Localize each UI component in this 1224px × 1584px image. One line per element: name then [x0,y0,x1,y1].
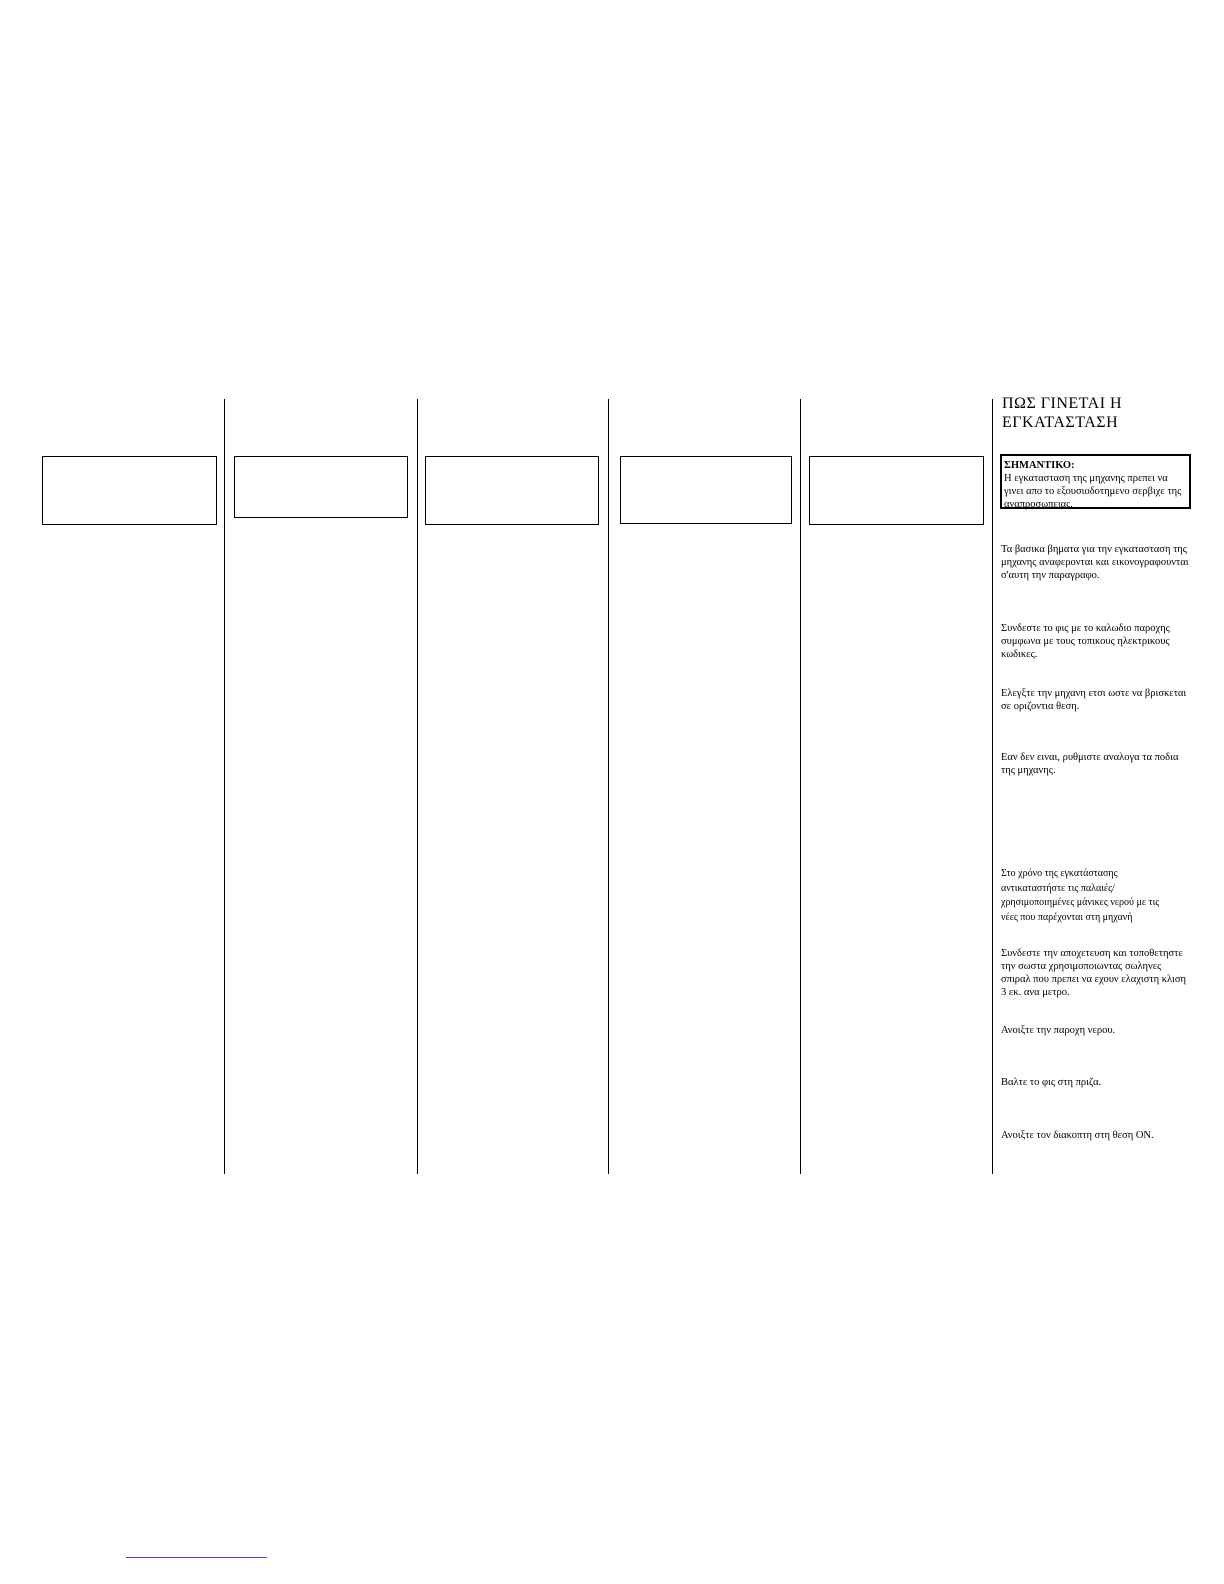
important-notice [1000,454,1191,509]
empty-notice-box [620,456,792,524]
instruction-paragraph: Ανοιξτε τον διακοπτη στη θεση ΟΝ. [1001,1130,1154,1141]
instruction-paragraph: Ελεγξτε την μηχανη ετσι ωστε να βρισκεται σε οριζοντια θεση. [1001,688,1187,712]
column-divider [608,399,609,1174]
column-divider [992,399,993,1174]
instruction-paragraph: Τα βασικα βηματα για την εγκατασταση της μηχανης αναφερονται και εικονογραφουνται σ'αυτη την παραγραφο. [1001,544,1189,581]
section-title: ΠΩΣ ΓΙΝΕΤΑΙ Η ΕΓΚΑΤΑΣΤΑΣΗ [1002,395,1123,431]
empty-notice-box [234,456,408,518]
notice-body: Η εγκατασταση της μηχανης πρεπει να γινει απο το εξουσιοδοτημενο σερβιχε της αναπροσωπειας. [1004,473,1182,510]
empty-notice-box [809,456,984,525]
column-divider [800,399,801,1174]
empty-notice-box [425,456,599,525]
empty-notice-box [42,456,217,525]
instruction-paragraph: Ανοιξτε την παροχη νερου. [1001,1025,1116,1036]
instruction-paragraph: Βαλτε το φις στη πριζα. [1001,1077,1102,1088]
footnote-separator [126,1557,267,1558]
column-divider [417,399,418,1174]
instruction-paragraph: Συνδεστε την αποχετευση και τοποθετηστε την σωστα χρησιμοποιωντας σωληνες σπιραλ που πρεπει να εχουν ελαχιστη κλιση 3 εκ. ανα μετρο. [1001,948,1186,998]
notice-heading: ΣΗΜΑΝΤΙΚΟ: [1004,460,1075,471]
instruction-paragraph: Εαν δεν ειναι, ρυθμιστε αναλογα τα ποδια της μηχανης. [1001,752,1179,776]
instruction-paragraph: Στο χρόνο της εγκατάστασης αντικαταστήστε τις παλαιές/χρησιμοποιημένες μάνικες νερού με τις νέες που παρέχονται στη μηχανή [1001,868,1160,923]
column-divider [224,399,225,1174]
instruction-paragraph: Συνδεστε το φις με το καλωδιο παροχης συμφωνα με τους τοπικους ηλεκτρικους κωδικες. [1001,623,1170,660]
